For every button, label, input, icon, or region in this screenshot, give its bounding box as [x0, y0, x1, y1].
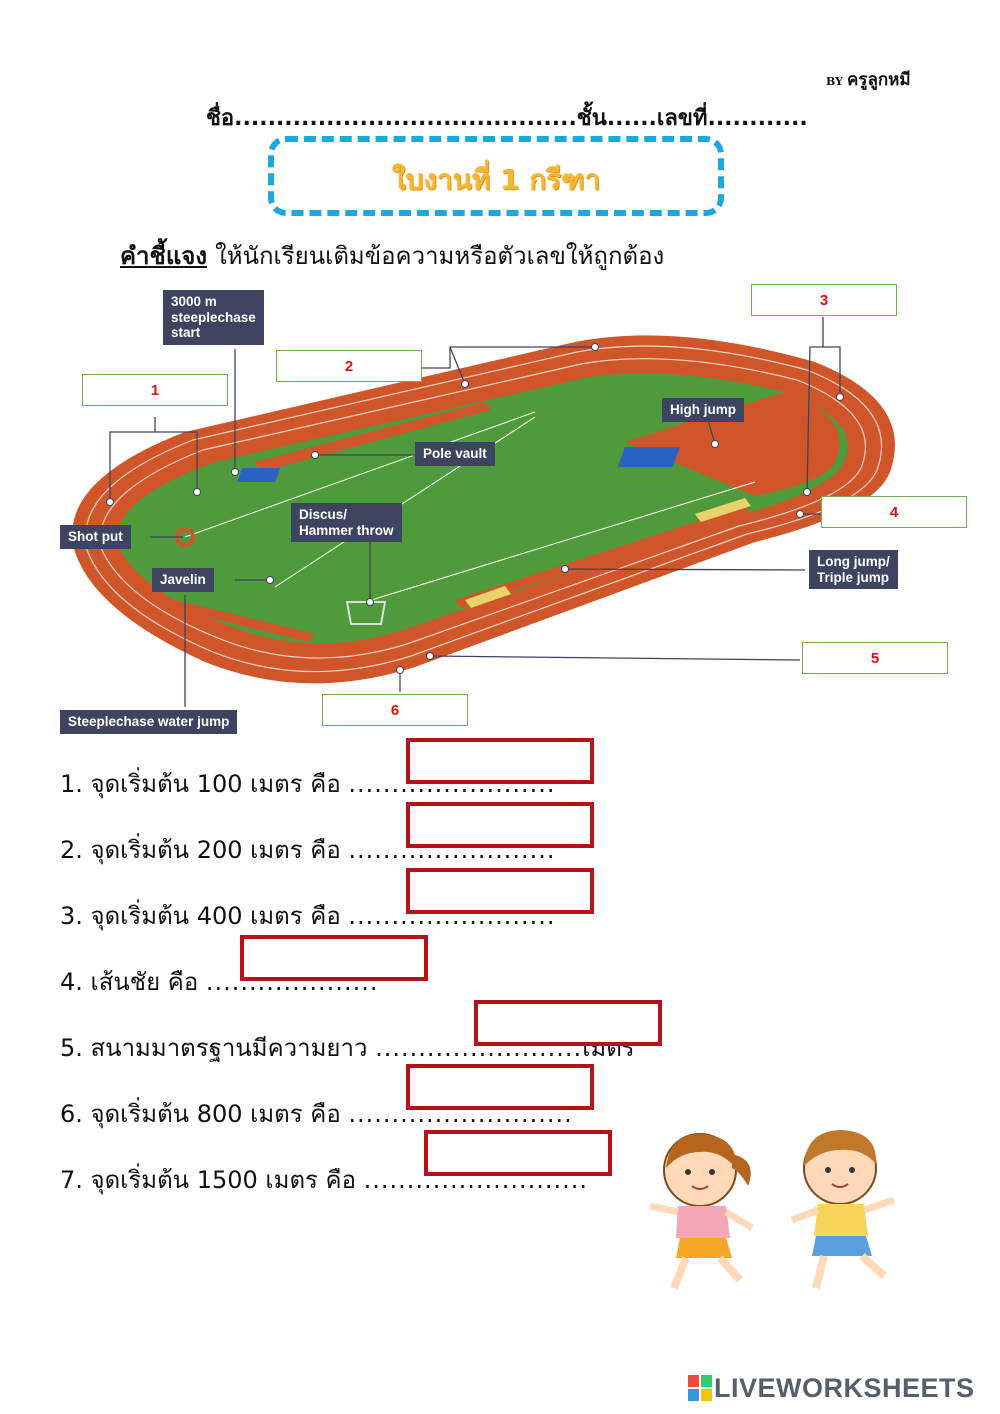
liveworksheets-logo: [688, 1373, 975, 1404]
label-steeplechase-water-jump: Steeplechase water jump: [60, 710, 237, 734]
answer-dots: ........................: [348, 902, 556, 930]
question-text: 1. จุดเริ่มต้น 100 เมตร คือ: [60, 770, 341, 798]
question-text: 6. จุดเริ่มต้น 800 เมตร คือ: [60, 1100, 341, 1128]
label-long-triple-jump: Long jump/ Triple jump: [809, 550, 898, 589]
answer-box-6[interactable]: 6: [322, 694, 468, 726]
answer-box-4[interactable]: 4: [821, 496, 967, 528]
by-label: BY: [826, 75, 843, 88]
answer-box-2[interactable]: 2: [276, 350, 422, 382]
instruction: [120, 236, 664, 275]
name-class-number-line: ชื่อ.........................................ชั้น......เลขที่............: [206, 106, 808, 131]
label-pole-vault: Pole vault: [415, 442, 495, 466]
answer-input-3[interactable]: [406, 868, 594, 914]
question-text: 3. จุดเริ่มต้น 400 เมตร คือ: [60, 902, 341, 930]
running-kids-illustration: [640, 1120, 920, 1300]
worksheet-title: ใบงานที่ 1 กรีฑา: [391, 163, 601, 196]
label-shot-put: Shot put: [60, 525, 131, 549]
high-jump-mat: [618, 447, 680, 467]
question-text: 2. จุดเริ่มต้น 200 เมตร คือ: [60, 836, 341, 864]
answer-input-6[interactable]: [406, 1064, 594, 1110]
answer-dots: ........................: [348, 770, 556, 798]
label-steeplechase-start: 3000 m steeplechase start: [163, 290, 264, 345]
liveworksheets-logo-icon: [688, 1375, 712, 1401]
answer-input-4[interactable]: [240, 935, 428, 981]
girl-runner: [650, 1134, 752, 1288]
answer-box-3[interactable]: 3: [751, 284, 897, 316]
track-field-diagram: [55, 282, 980, 742]
label-javelin: Javelin: [152, 568, 214, 592]
answer-input-2[interactable]: [406, 802, 594, 848]
answer-input-5[interactable]: [474, 1000, 662, 1046]
label-discus-hammer: Discus/ Hammer throw: [291, 503, 402, 542]
author-name: ครูลูกหมี: [846, 70, 911, 90]
pole-vault-mat: [237, 468, 280, 482]
answer-box-1[interactable]: 1: [82, 374, 228, 406]
answer-dots: ..........................: [348, 1100, 573, 1128]
label-high-jump: High jump: [662, 398, 744, 422]
answer-dots: ........................: [375, 1034, 583, 1062]
answer-input-1[interactable]: [406, 738, 594, 784]
question-text: 7. จุดเริ่มต้น 1500 เมตร คือ: [60, 1166, 357, 1194]
answer-dots: ..........................: [363, 1166, 589, 1194]
boy-runner: [792, 1130, 894, 1288]
question-text: 4. เส้นชัย คือ: [60, 968, 199, 996]
answer-dots: ........................: [348, 836, 556, 864]
unit-label: เมตร: [582, 1034, 635, 1062]
author-credit: [826, 66, 911, 93]
answer-input-7[interactable]: [424, 1130, 612, 1176]
answer-box-5[interactable]: 5: [802, 642, 948, 674]
instruction-label: คำชี้แจง: [120, 242, 208, 270]
instruction-text: ให้นักเรียนเติมข้อความหรือตัวเลขให้ถูกต้อง: [215, 242, 665, 270]
answer-dots: ....................: [205, 968, 379, 996]
question-text: 5. สนามมาตรฐานมีความยาว: [60, 1034, 368, 1062]
logo-text: LIVEWORKSHEETS: [714, 1373, 975, 1403]
